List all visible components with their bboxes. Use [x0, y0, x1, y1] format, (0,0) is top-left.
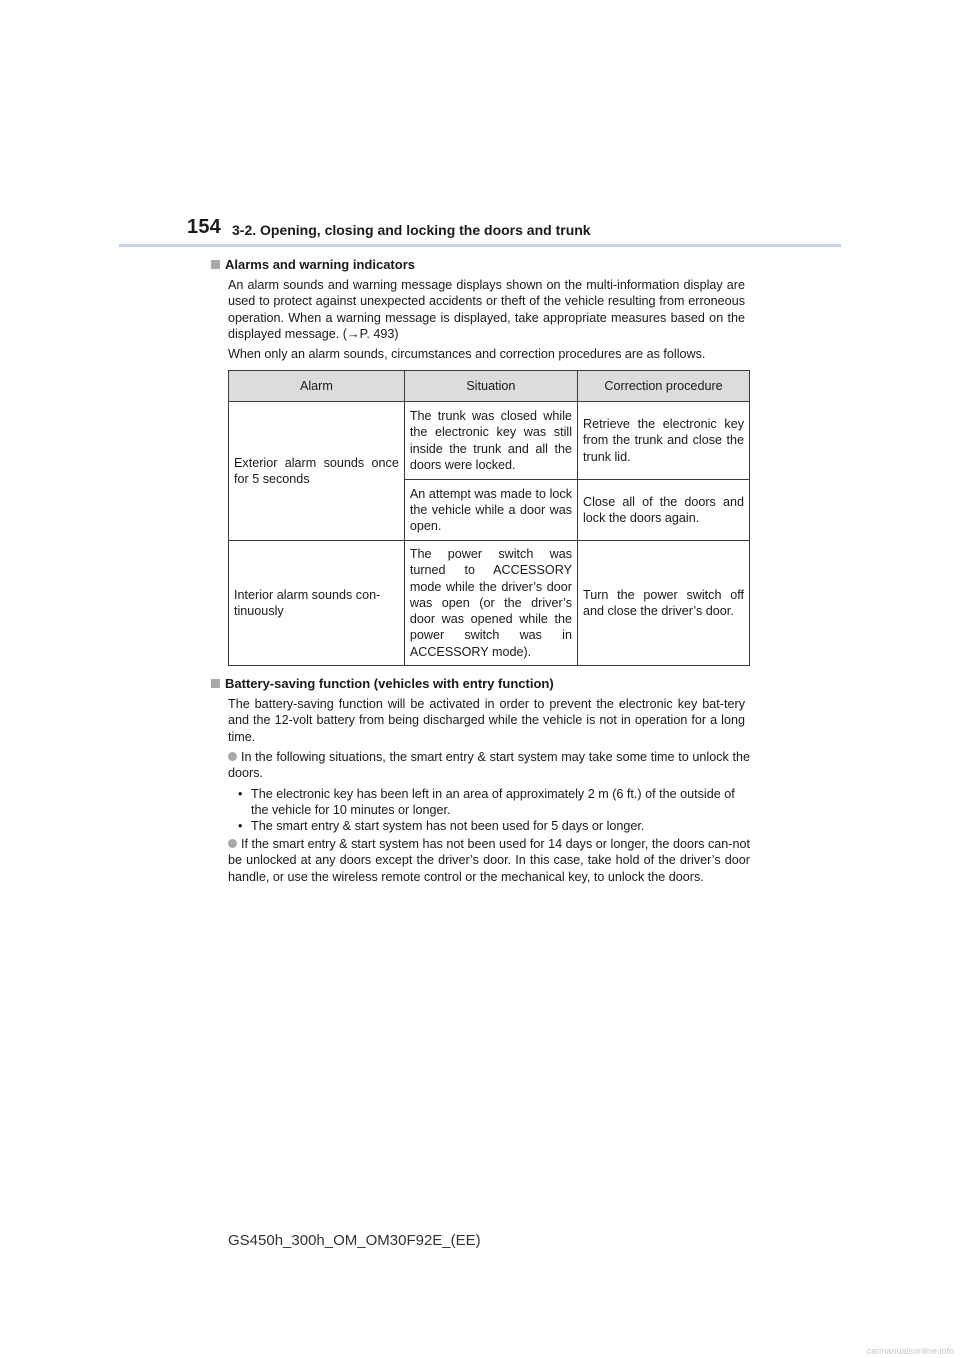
page-number: 154 [187, 216, 221, 238]
alarms-intro-paragraph: When only an alarm sounds, circumstances and correction procedures are as follows. [228, 347, 706, 361]
header-correction: Correction procedure [578, 371, 750, 402]
alarm-cell: Exterior alarm sounds once for 5 seconds [229, 402, 405, 541]
alarm-cell: Interior alarm sounds con-tinuously [229, 541, 405, 666]
round-bullet-icon [228, 752, 237, 761]
bullet-item [228, 836, 750, 885]
battery-heading-text: Battery-saving function (vehicles with entry function) [225, 676, 554, 691]
alarms-heading [211, 257, 415, 272]
situation-cell: The power switch was turned to ACCESSORY mode while the driver’s door was open (or the driver’s door was opened while the power switch was in ACCESSORY mode). [404, 541, 577, 666]
correction-cell: Close all of the doors and lock the doors again. [578, 480, 750, 541]
correction-cell: Retrieve the electronic key from the trunk and close the trunk lid. [578, 402, 750, 480]
sub-bullet-text: The smart entry & start system has not been used for 5 days or longer. [251, 819, 645, 833]
alarms-heading-text: Alarms and warning indicators [225, 257, 415, 272]
header-situation: Situation [404, 371, 577, 402]
bullet-text: If the smart entry & start system has not been used for 14 days or longer, the doors can-not be unlocked at any doors except the driver’s door. In this case, take hold of the driver’s door handle, or use the wireless remote control or the mechanical key, to unlock the doors. [228, 837, 750, 884]
correction-cell: Turn the power switch off and close the driver’s door. [578, 541, 750, 666]
table-header-row [229, 371, 750, 402]
header-rule [119, 244, 841, 247]
header-alarm: Alarm [229, 371, 405, 402]
situation-cell: The trunk was closed while the electronic key was still inside the trunk and all the doors were locked. [404, 402, 577, 480]
bullet-item [228, 749, 750, 782]
situation-cell: An attempt was made to lock the vehicle while a door was open. [404, 480, 577, 541]
battery-heading [211, 676, 554, 691]
sub-bullet-item: • The smart entry & start system has not been used for 5 days or longer. [238, 819, 750, 835]
sub-bullet-item: • The electronic key has been left in an area of approximately 2 m (6 ft.) of the outside of the vehicle for 10 minutes or longer. [238, 787, 750, 818]
bullet-text: In the following situations, the smart entry & start system may take some time to unlock the doors. [228, 750, 750, 781]
sub-bullet-text: The electronic key has been left in an area of approximately 2 m (6 ft.) of the outside of the vehicle for 10 minutes or longer. [251, 787, 735, 817]
battery-paragraph: The battery-saving function will be activated in order to prevent the electronic key bat-tery and the 12-volt battery from being discharged while the vehicle is not in operation for a long time. [228, 697, 745, 744]
square-bullet-icon [211, 679, 220, 688]
section-title: 3-2. Opening, closing and locking the doors and trunk [232, 222, 591, 238]
table-row [229, 541, 750, 666]
watermark: carmanualsonline.info [866, 1346, 954, 1356]
alarms-paragraph: An alarm sounds and warning message displays shown on the multi-information display are used to protect against unexpected accidents or theft of the vehicle resulting from erroneous operation. When a warning message is displayed, take appropriate measures based on the displayed message. (→P. 493) [228, 278, 745, 342]
round-bullet-icon [228, 839, 237, 848]
table-row [229, 402, 750, 480]
square-bullet-icon [211, 260, 220, 269]
alarm-table [228, 370, 750, 666]
document-code: GS450h_300h_OM_OM30F92E_(EE) [228, 1232, 481, 1249]
